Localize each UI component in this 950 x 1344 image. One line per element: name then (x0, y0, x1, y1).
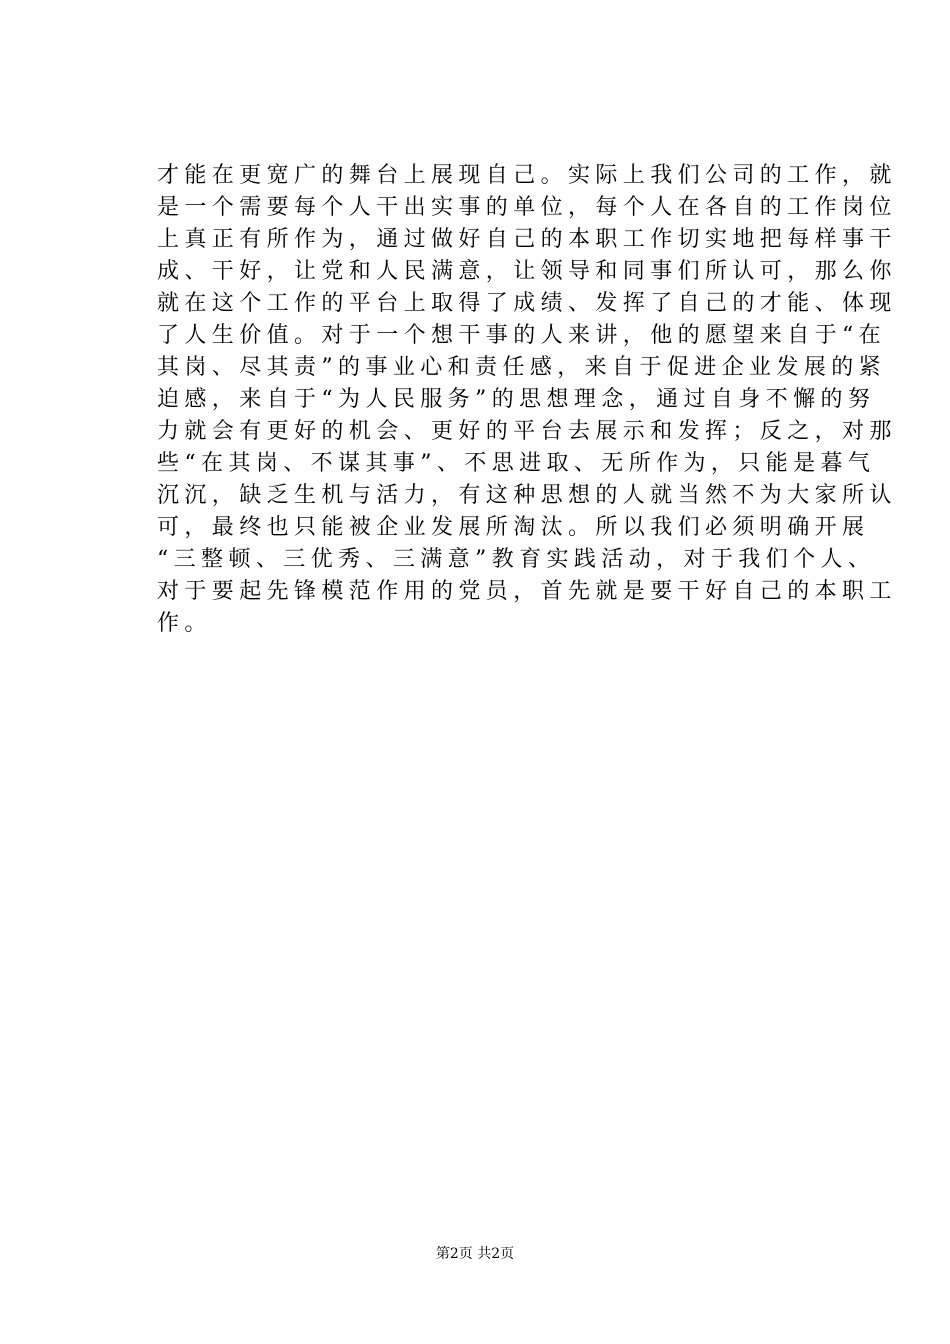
paragraph-line: 沉沉，缺乏生机与活力，有这种思想的人就当然不为大家所认 (157, 483, 897, 508)
paragraph-line: 其岗、尽其责”的事业心和责任感，来自于促进企业发展的紧 (157, 355, 887, 380)
paragraph-line: 迫感，来自于“为人民服务”的思想理念，通过自身不懈的努 (157, 387, 876, 412)
paragraph-line: 上真正有所作为，通过做好自己的本职工作切实地把每样事干 (157, 227, 897, 252)
page-footer: 第2页 共2页 (435, 1246, 515, 1262)
paragraph-line: 对于要起先锋模范作用的党员，首先就是要干好自己的本职工 (157, 579, 897, 604)
paragraph-line: 作。 (157, 611, 212, 636)
body-paragraph (157, 160, 897, 640)
paragraph-line: “三整顿、三优秀、三满意”教育实践活动，对于我们个人、 (157, 547, 876, 572)
paragraph-line: 才能在更宽广的舞台上展现自己。实际上我们公司的工作，就 (157, 163, 897, 188)
paragraph-line: 是一个需要每个人干出实事的单位，每个人在各自的工作岗位 (157, 195, 897, 220)
paragraph-line: 力就会有更好的机会、更好的平台去展示和发挥；反之，对那 (157, 419, 897, 444)
paragraph-line: 了人生价值。对于一个想干事的人来讲，他的愿望来自于“在 (157, 323, 887, 348)
paragraph-line: 些“在其岗、不谋其事”、不思进取、无所作为，只能是暮气 (157, 451, 876, 476)
paragraph-line: 成、干好，让党和人民满意，让领导和同事们所认可，那么你 (157, 259, 897, 284)
paragraph-line: 可，最终也只能被企业发展所淘汰。所以我们必须明确开展 (157, 515, 870, 540)
paragraph-line: 就在这个工作的平台上取得了成绩、发挥了自己的才能、体现 (157, 291, 897, 316)
